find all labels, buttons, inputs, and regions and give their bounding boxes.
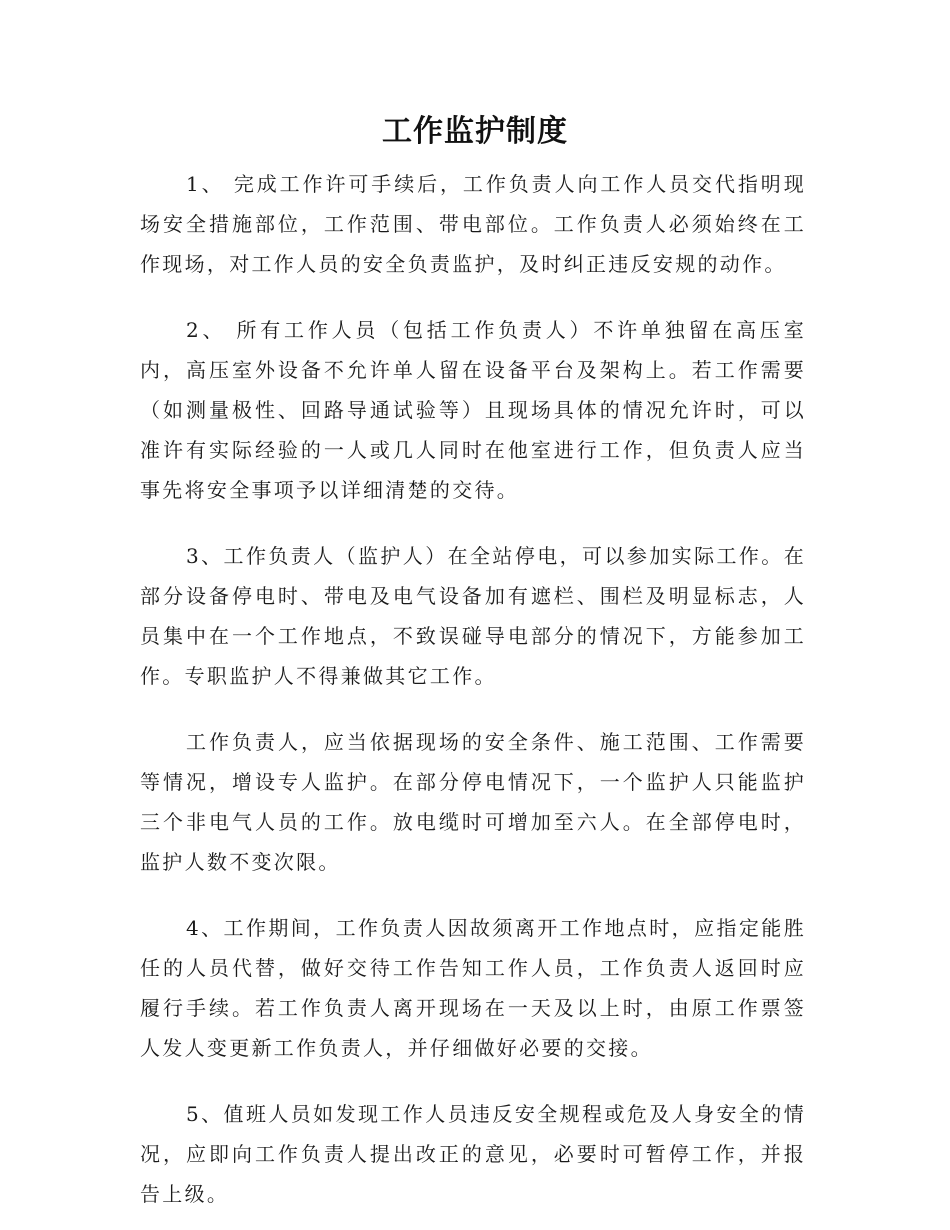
- paragraph-5: 4、工作期间，工作负责人因故须离开工作地点时，应指定能胜任的人员代替，做好交待工作告知工作人员，工作负责人返回时应履行手续。若工作负责人离开现场在一天及以上时，由原工作票签人发人变更新工作负责人，并仔细做好必要的交接。: [140, 916, 806, 1060]
- paragraph-6: 5、值班人员如发现工作人员违反安全规程或危及人身安全的情况，应即向工作负责人提出改正的意见，必要时可暂停工作，并报告上级。: [140, 1102, 806, 1206]
- paragraph-1: 1、 完成工作许可手续后，工作负责人向工作人员交代指明现场安全措施部位，工作范围、带电部位。工作负责人必须始终在工作现场，对工作人员的安全负责监护，及时纠正违反安规的动作。: [140, 172, 806, 276]
- document-body: [140, 164, 806, 1214]
- paragraph-3: 3、工作负责人（监护人）在全站停电，可以参加实际工作。在部分设备停电时、带电及电气设备加有遮栏、围栏及明显标志，人员集中在一个工作地点，不致误碰导电部分的情况下，方能参加工作。专职监护人不得兼做其它工作。: [140, 544, 806, 688]
- paragraph-4: 工作负责人，应当依据现场的安全条件、施工范围、工作需要等情况，增设专人监护。在部分停电情况下，一个监护人只能监护三个非电气人员的工作。放电缆时可增加至六人。在全部停电时，监护人数不变次限。: [140, 730, 806, 874]
- paragraph-2: 2、 所有工作人员（包括工作负责人）不许单独留在高压室内，高压室外设备不允许单人留在设备平台及架构上。若工作需要（如测量极性、回路导通试验等）且现场具体的情况允许时，可以准许有实际经验的一人或几人同时在他室进行工作，但负责人应当事先将安全事项予以详细清楚的交待。: [140, 318, 806, 502]
- document-title: 工作监护制度: [382, 114, 568, 149]
